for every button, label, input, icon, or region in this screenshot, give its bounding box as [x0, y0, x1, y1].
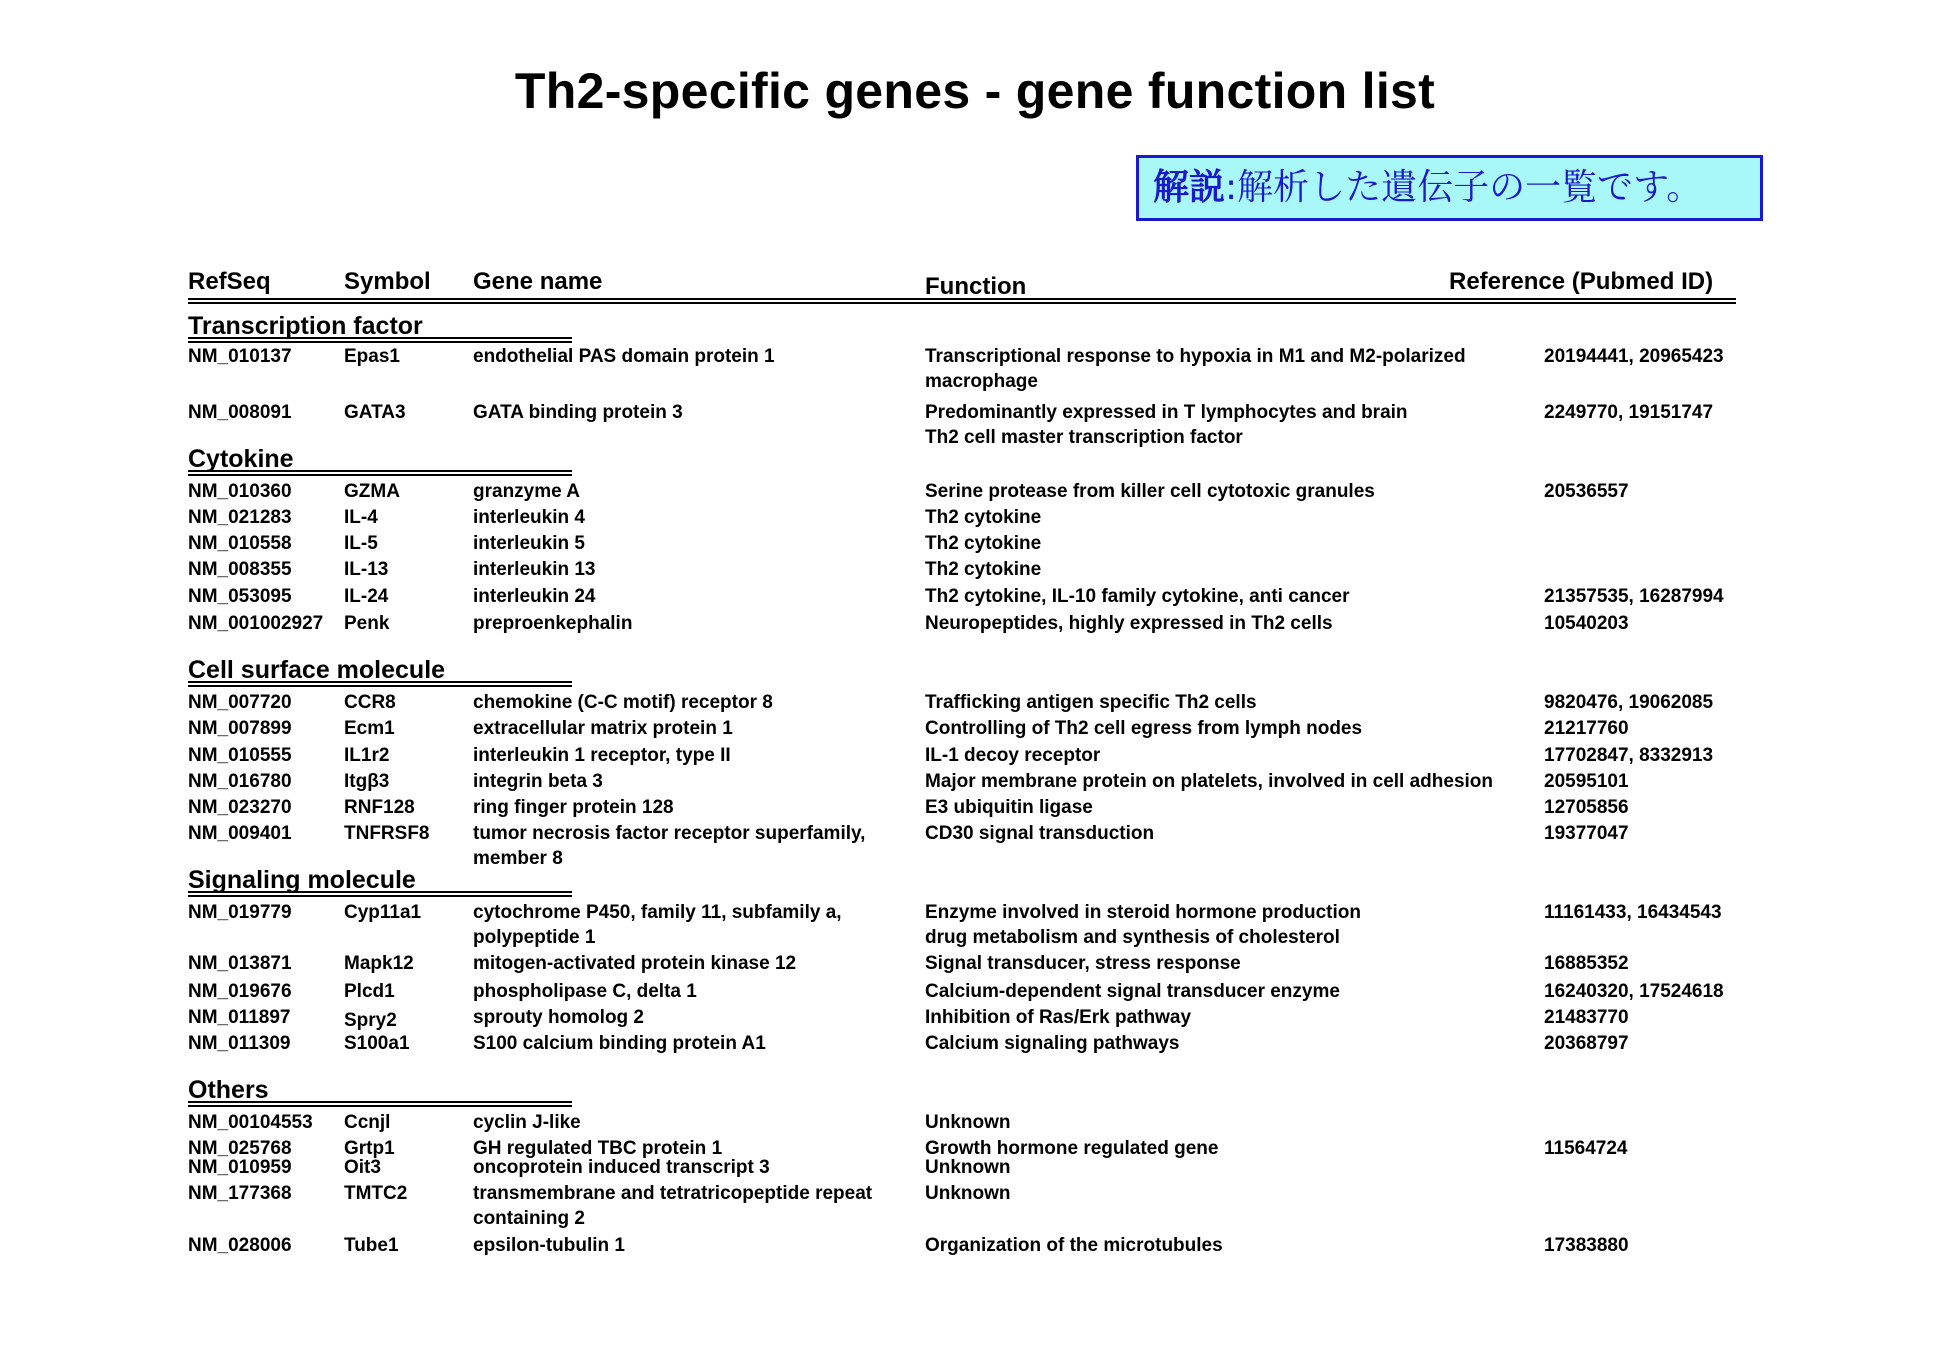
symbol-cell: Oit3 — [344, 1157, 381, 1178]
category-heading: Others — [188, 1076, 269, 1104]
category-rule — [188, 470, 572, 476]
function-cell: Trafficking antigen specific Th2 cells — [925, 692, 1257, 713]
function-cell: Controlling of Th2 cell egress from lymph nodes — [925, 718, 1363, 739]
pubmed-cell: 17702847, 8332913 — [1544, 745, 1714, 766]
refseq-cell: NM_028006 — [188, 1235, 292, 1256]
symbol-cell: TMTC2 — [344, 1183, 408, 1204]
header-rule — [188, 298, 1736, 304]
gene-name-cell: GATA binding protein 3 — [473, 402, 683, 423]
gene-name-cell: S100 calcium binding protein A1 — [473, 1033, 766, 1054]
symbol-cell: Spry2 — [344, 1010, 397, 1031]
symbol-cell: IL1r2 — [344, 745, 390, 766]
category-heading: Cell surface molecule — [188, 656, 446, 684]
refseq-cell: NM_007720 — [188, 692, 292, 713]
function-cell: CD30 signal transduction — [925, 823, 1155, 844]
symbol-cell: Mapk12 — [344, 953, 414, 974]
category-heading: Signaling molecule — [188, 866, 416, 894]
symbol-cell: Plcd1 — [344, 981, 395, 1002]
function-cell: Th2 cytokine — [925, 533, 1042, 554]
pubmed-cell: 20536557 — [1544, 481, 1629, 502]
function-cell: Unknown — [925, 1183, 1011, 1204]
gene-name-cell: endothelial PAS domain protein 1 — [473, 346, 775, 367]
gene-name-cell: interleukin 24 — [473, 586, 596, 607]
refseq-cell: NM_013871 — [188, 953, 292, 974]
category-heading: Cytokine — [188, 445, 294, 473]
category-rule — [188, 681, 572, 687]
refseq-cell: NM_019779 — [188, 902, 292, 923]
symbol-cell: Ccnjl — [344, 1112, 391, 1133]
refseq-cell: NM_053095 — [188, 586, 292, 607]
refseq-cell: NM_008355 — [188, 559, 292, 580]
gene-name-cell: chemokine (C-C motif) receptor 8 — [473, 692, 773, 713]
symbol-cell: Penk — [344, 613, 390, 634]
function-cell: IL-1 decoy receptor — [925, 745, 1101, 766]
refseq-cell: NM_010360 — [188, 481, 292, 502]
function-cell: Organization of the microtubules — [925, 1235, 1223, 1256]
refseq-cell: NM_007899 — [188, 718, 292, 739]
function-cell: Inhibition of Ras/Erk pathway — [925, 1007, 1192, 1028]
gene-name-cell: sprouty homolog 2 — [473, 1007, 644, 1028]
function-cell: Th2 cytokine — [925, 507, 1042, 528]
header-symbol: Symbol — [344, 268, 431, 295]
function-cell: Calcium signaling pathways — [925, 1033, 1180, 1054]
gene-name-cell: transmembrane and tetratricopeptide repeat — [473, 1183, 873, 1204]
category-rule — [188, 891, 572, 897]
pubmed-cell: 19377047 — [1544, 823, 1629, 844]
symbol-cell: Grtp1 — [344, 1138, 395, 1159]
pubmed-cell: 21217760 — [1544, 718, 1629, 739]
gene-name-cell: epsilon-tubulin 1 — [473, 1235, 625, 1256]
pubmed-cell: 2249770, 19151747 — [1544, 402, 1714, 423]
gene-name-cell: extracellular matrix protein 1 — [473, 718, 733, 739]
function-cell: Serine protease from killer cell cytotoxic granules — [925, 481, 1375, 502]
symbol-cell: IL-4 — [344, 507, 378, 528]
refseq-cell: NM_019676 — [188, 981, 292, 1002]
category-rule — [188, 1101, 572, 1107]
note-text: :解析した遺伝子の一覧です。 — [1225, 167, 1703, 208]
symbol-cell: Cyp11a1 — [344, 902, 422, 923]
function-cell: Growth hormone regulated gene — [925, 1138, 1219, 1159]
function-cell: E3 ubiquitin ligase — [925, 797, 1093, 818]
refseq-cell: NM_009401 — [188, 823, 292, 844]
gene-name-cell: tumor necrosis factor receptor superfamily, — [473, 823, 866, 844]
pubmed-cell: 20595101 — [1544, 771, 1629, 792]
pubmed-cell: 16885352 — [1544, 953, 1629, 974]
pubmed-cell: 9820476, 19062085 — [1544, 692, 1714, 713]
function-cell: Th2 cytokine, IL-10 family cytokine, anti cancer — [925, 586, 1350, 607]
pubmed-cell: 20194441, 20965423 — [1544, 346, 1724, 367]
header-gene-name: Gene name — [473, 268, 603, 295]
refseq-cell: NM_011897 — [188, 1007, 291, 1028]
symbol-cell: IL-13 — [344, 559, 389, 580]
symbol-cell: IL-5 — [344, 533, 378, 554]
symbol-cell: S100a1 — [344, 1033, 410, 1054]
function-cell: macrophage — [925, 371, 1038, 392]
gene-name-cell: interleukin 4 — [473, 507, 585, 528]
header-function: Function — [925, 273, 1027, 300]
gene-name-cell: interleukin 5 — [473, 533, 585, 554]
function-cell: Unknown — [925, 1112, 1011, 1133]
gene-name-cell: polypeptide 1 — [473, 927, 596, 948]
gene-name-cell: integrin beta 3 — [473, 771, 603, 792]
refseq-cell: NM_00104553 — [188, 1112, 313, 1133]
gene-name-cell: cytochrome P450, family 11, subfamily a, — [473, 902, 842, 923]
pubmed-cell: 21357535, 16287994 — [1544, 586, 1724, 607]
pubmed-cell: 12705856 — [1544, 797, 1629, 818]
refseq-cell: NM_177368 — [188, 1183, 292, 1204]
gene-name-cell: granzyme A — [473, 481, 580, 502]
gene-name-cell: mitogen-activated protein kinase 12 — [473, 953, 797, 974]
function-cell: Predominantly expressed in T lymphocytes and brain — [925, 402, 1408, 423]
gene-name-cell: oncoprotein induced transcript 3 — [473, 1157, 770, 1178]
gene-name-cell: ring finger protein 128 — [473, 797, 674, 818]
note-label: 解説 — [1153, 167, 1226, 208]
symbol-cell: RNF128 — [344, 797, 415, 818]
function-cell: Signal transducer, stress response — [925, 953, 1241, 974]
refseq-cell: NM_008091 — [188, 402, 292, 423]
function-cell: Transcriptional response to hypoxia in M1 and M2-polarized — [925, 346, 1466, 367]
symbol-cell: GATA3 — [344, 402, 406, 423]
gene-name-cell: cyclin J-like — [473, 1112, 581, 1133]
function-cell: Calcium-dependent signal transducer enzyme — [925, 981, 1340, 1002]
function-cell: Neuropeptides, highly expressed in Th2 cells — [925, 613, 1333, 634]
page-title: Th2-specific genes - gene function list — [514, 63, 1436, 119]
gene-name-cell: preproenkephalin — [473, 613, 633, 634]
function-cell: Major membrane protein on platelets, involved in cell adhesion — [925, 771, 1494, 792]
symbol-cell: TNFRSF8 — [344, 823, 430, 844]
header-reference: Reference (Pubmed ID) — [1449, 268, 1714, 295]
refseq-cell: NM_021283 — [188, 507, 292, 528]
function-cell: Th2 cytokine — [925, 559, 1042, 580]
pubmed-cell: 21483770 — [1544, 1007, 1629, 1028]
function-cell: drug metabolism and synthesis of cholesterol — [925, 927, 1340, 948]
refseq-cell: NM_010137 — [188, 346, 292, 367]
function-cell: Unknown — [925, 1157, 1011, 1178]
refseq-cell: NM_011309 — [188, 1033, 291, 1054]
function-cell: Enzyme involved in steroid hormone production — [925, 902, 1361, 923]
refseq-cell: NM_010959 — [188, 1157, 292, 1178]
pubmed-cell: 10540203 — [1544, 613, 1629, 634]
refseq-cell: NM_025768 — [188, 1138, 292, 1159]
symbol-cell: Itgβ3 — [344, 771, 390, 792]
explanation-note — [1136, 155, 1763, 221]
function-cell: Th2 cell master transcription factor — [925, 427, 1243, 448]
gene-name-cell: interleukin 13 — [473, 559, 596, 580]
pubmed-cell: 20368797 — [1544, 1033, 1629, 1054]
pubmed-cell: 16240320, 17524618 — [1544, 981, 1724, 1002]
pubmed-cell: 11161433, 16434543 — [1544, 902, 1722, 923]
category-rule — [188, 337, 572, 343]
gene-name-cell: interleukin 1 receptor, type II — [473, 745, 731, 766]
category-heading: Transcription factor — [188, 312, 423, 340]
symbol-cell: IL-24 — [344, 586, 389, 607]
gene-name-cell: GH regulated TBC protein 1 — [473, 1138, 723, 1159]
symbol-cell: Ecm1 — [344, 718, 395, 739]
pubmed-cell: 17383880 — [1544, 1235, 1629, 1256]
refseq-cell: NM_001002927 — [188, 613, 324, 634]
gene-name-cell: containing 2 — [473, 1208, 585, 1229]
gene-name-cell: phospholipase C, delta 1 — [473, 981, 697, 1002]
symbol-cell: Epas1 — [344, 346, 400, 367]
symbol-cell: Tube1 — [344, 1235, 399, 1256]
refseq-cell: NM_010555 — [188, 745, 292, 766]
gene-name-cell: member 8 — [473, 848, 563, 869]
symbol-cell: GZMA — [344, 481, 400, 502]
header-refseq: RefSeq — [188, 268, 271, 295]
pubmed-cell: 11564724 — [1544, 1138, 1628, 1159]
symbol-cell: CCR8 — [344, 692, 396, 713]
refseq-cell: NM_010558 — [188, 533, 292, 554]
refseq-cell: NM_016780 — [188, 771, 292, 792]
refseq-cell: NM_023270 — [188, 797, 292, 818]
